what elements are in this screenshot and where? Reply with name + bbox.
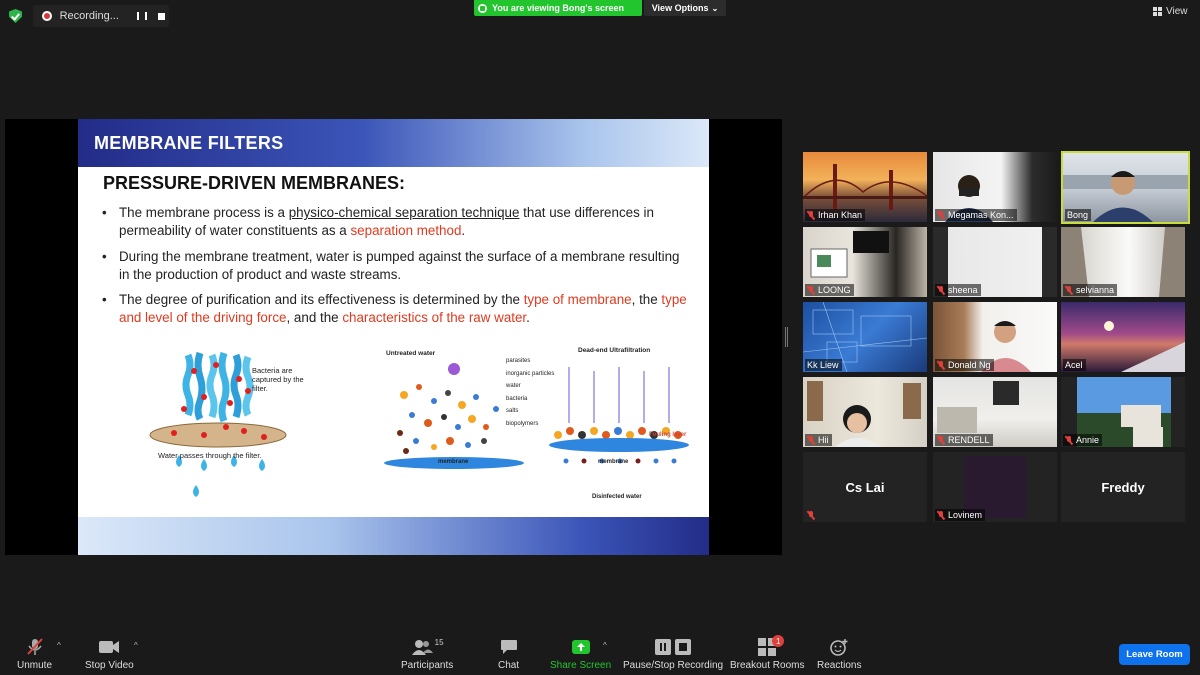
viewing-screen-text: You are viewing Bong's screen <box>492 3 625 13</box>
video-camera-icon <box>98 638 120 656</box>
share-screen-button[interactable] <box>550 638 611 671</box>
participant-name-tag: Lovinem <box>935 509 985 521</box>
participant-tile[interactable] <box>933 452 1057 522</box>
audio-options-caret-icon[interactable]: ^ <box>57 641 61 650</box>
share-screen-label: Share Screen <box>550 660 612 671</box>
slide-subtitle: PRESSURE-DRIVEN MEMBRANES: <box>103 173 406 193</box>
slide-bullet-3: • The degree of purification and its effectiveness is determined by the type of membrane, the type and level of the driving force, and the characteristics of the raw water. <box>101 291 691 326</box>
mic-muted-icon <box>807 436 815 445</box>
participant-name-tag: Kk Liew <box>805 359 842 371</box>
participant-name-tag: Bong <box>1065 209 1091 221</box>
unmute-button[interactable] <box>17 638 52 671</box>
pause-stop-icon <box>655 638 691 656</box>
participant-name-tag: Megamas Kon... <box>935 209 1017 221</box>
unmute-label: Unmute <box>17 660 53 671</box>
stop-video-label: Stop Video <box>85 660 134 671</box>
label-parasites: parasites <box>506 358 531 364</box>
participant-tile[interactable] <box>933 302 1057 372</box>
label-inorganic-particles: inorganic particles <box>506 370 555 377</box>
mic-muted-icon <box>807 286 815 295</box>
figure3-membrane-label: membrane <box>598 459 629 465</box>
chat-label: Chat <box>498 660 520 671</box>
figure2-title: Untreated water <box>386 350 436 357</box>
mic-muted-icon <box>937 286 945 295</box>
participants-button[interactable] <box>401 638 453 671</box>
participant-tile-active-speaker[interactable] <box>1061 151 1190 224</box>
participant-tile[interactable] <box>803 227 927 297</box>
mic-muted-icon <box>937 436 945 445</box>
participant-center-name: Cs Lai <box>845 479 885 495</box>
participants-label: Participants <box>401 660 454 671</box>
participant-name-tag: Acel <box>1063 359 1086 371</box>
mic-muted-icon <box>1065 286 1073 295</box>
viewing-screen-banner <box>474 0 642 16</box>
participants-icon <box>402 638 452 656</box>
recording-dot-icon <box>42 11 52 21</box>
label-water: water <box>506 383 521 389</box>
stop-video-button[interactable] <box>85 638 134 671</box>
membrane-bar <box>549 438 689 452</box>
breakout-rooms-icon <box>758 636 781 656</box>
view-button[interactable] <box>1153 6 1188 17</box>
participant-tile[interactable] <box>803 302 927 372</box>
stop-recording-icon[interactable] <box>154 8 169 24</box>
video-options-caret-icon[interactable]: ^ <box>134 641 138 650</box>
breakout-rooms-label: Breakout Rooms <box>730 660 805 671</box>
recording-indicator <box>33 5 169 27</box>
participant-tile[interactable] <box>1061 452 1185 522</box>
share-options-caret-icon[interactable]: ^ <box>603 641 607 650</box>
pause-stop-recording-button[interactable] <box>623 638 723 671</box>
pause-recording-icon[interactable] <box>134 8 149 24</box>
participant-name-tag: sheena <box>935 284 981 296</box>
participants-count: 15 <box>434 638 444 647</box>
figure3-bottom-label: Disinfected water <box>592 494 642 500</box>
contaminant-particles <box>397 363 499 454</box>
participant-center-name: Freddy <box>1101 479 1145 495</box>
participant-tile[interactable] <box>803 377 927 447</box>
mic-muted-icon <box>26 638 44 656</box>
grid-view-icon <box>1153 7 1162 16</box>
chat-button[interactable] <box>498 638 519 671</box>
smiley-plus-icon <box>830 638 848 656</box>
breakout-rooms-button[interactable] <box>730 638 804 671</box>
participant-name-tag: Annie <box>1063 434 1102 446</box>
reactions-label: Reactions <box>817 660 862 671</box>
label-salts: salts <box>506 408 519 414</box>
chevron-down-icon: ⌄ <box>711 3 719 13</box>
leave-room-button[interactable]: Leave Room <box>1119 644 1190 665</box>
slide-bullet-1: • The membrane process is a physico-chemical separation technique that use differences in permeability of water constituents as a separation method. <box>101 204 691 239</box>
figure1-top-label: Bacteria are captured by the filter. <box>252 366 304 393</box>
ultrafiltration-diagram <box>544 357 694 499</box>
security-shield-icon[interactable] <box>9 9 22 23</box>
breakout-badge: 1 <box>772 635 784 647</box>
split-view-handle[interactable] <box>785 327 788 347</box>
screen-share-icon <box>478 4 487 13</box>
participant-tile[interactable] <box>1061 377 1185 447</box>
participant-tile[interactable] <box>933 377 1057 447</box>
reactions-button[interactable] <box>817 638 861 671</box>
participant-tile[interactable] <box>1061 302 1185 372</box>
flow-arrows <box>569 367 669 423</box>
participant-name-tag: LOONG <box>805 284 854 296</box>
participant-name-tag <box>805 509 818 521</box>
pause-stop-recording-label: Pause/Stop Recording <box>623 660 724 671</box>
participant-tile[interactable] <box>933 227 1057 297</box>
participant-name-tag: selvianna <box>1063 284 1117 296</box>
figure2-membrane-label: membrane <box>438 459 469 465</box>
slide-bullet-2: • During the membrane treatment, water is pumped against the surface of a membrane resulting in the production of product and waste streams. <box>101 248 691 283</box>
view-options-button[interactable] <box>644 0 726 16</box>
participant-name-tag: Irhan Khan <box>805 209 865 221</box>
figure1-bottom-label: Water passes through the filter. <box>158 451 262 460</box>
participant-tile[interactable] <box>803 452 927 522</box>
mic-muted-icon <box>937 361 945 370</box>
slide-footer-bar <box>78 517 709 555</box>
participant-name-tag: Hii <box>805 434 832 446</box>
chat-bubble-icon <box>500 638 518 656</box>
participant-tile[interactable] <box>803 152 927 222</box>
water-drops <box>176 455 265 497</box>
label-biopolymers: biopolymers <box>506 420 539 427</box>
mic-muted-icon <box>937 511 945 520</box>
view-label: View <box>1166 6 1188 17</box>
participant-name-tag: Donald Ng <box>935 359 994 371</box>
mic-muted-icon <box>937 211 945 220</box>
recording-label: Recording... <box>59 10 119 22</box>
presentation-slide <box>78 119 709 555</box>
mic-muted-icon <box>807 211 815 220</box>
figure3-title: Dead-end Ultrafiltration <box>578 347 651 354</box>
participant-tile[interactable] <box>1061 227 1185 297</box>
view-options-label: View Options <box>651 3 709 13</box>
figure3-fouling-label: Fouling layer <box>649 432 687 438</box>
mic-muted-icon <box>1065 436 1073 445</box>
slide-title: MEMBRANE FILTERS <box>94 133 284 153</box>
mic-muted-icon <box>807 511 815 520</box>
share-screen-icon <box>571 638 591 656</box>
participant-name-tag: RENDELL <box>935 434 993 446</box>
participant-tile[interactable] <box>933 152 1057 222</box>
label-bacteria: bacteria <box>506 395 528 402</box>
